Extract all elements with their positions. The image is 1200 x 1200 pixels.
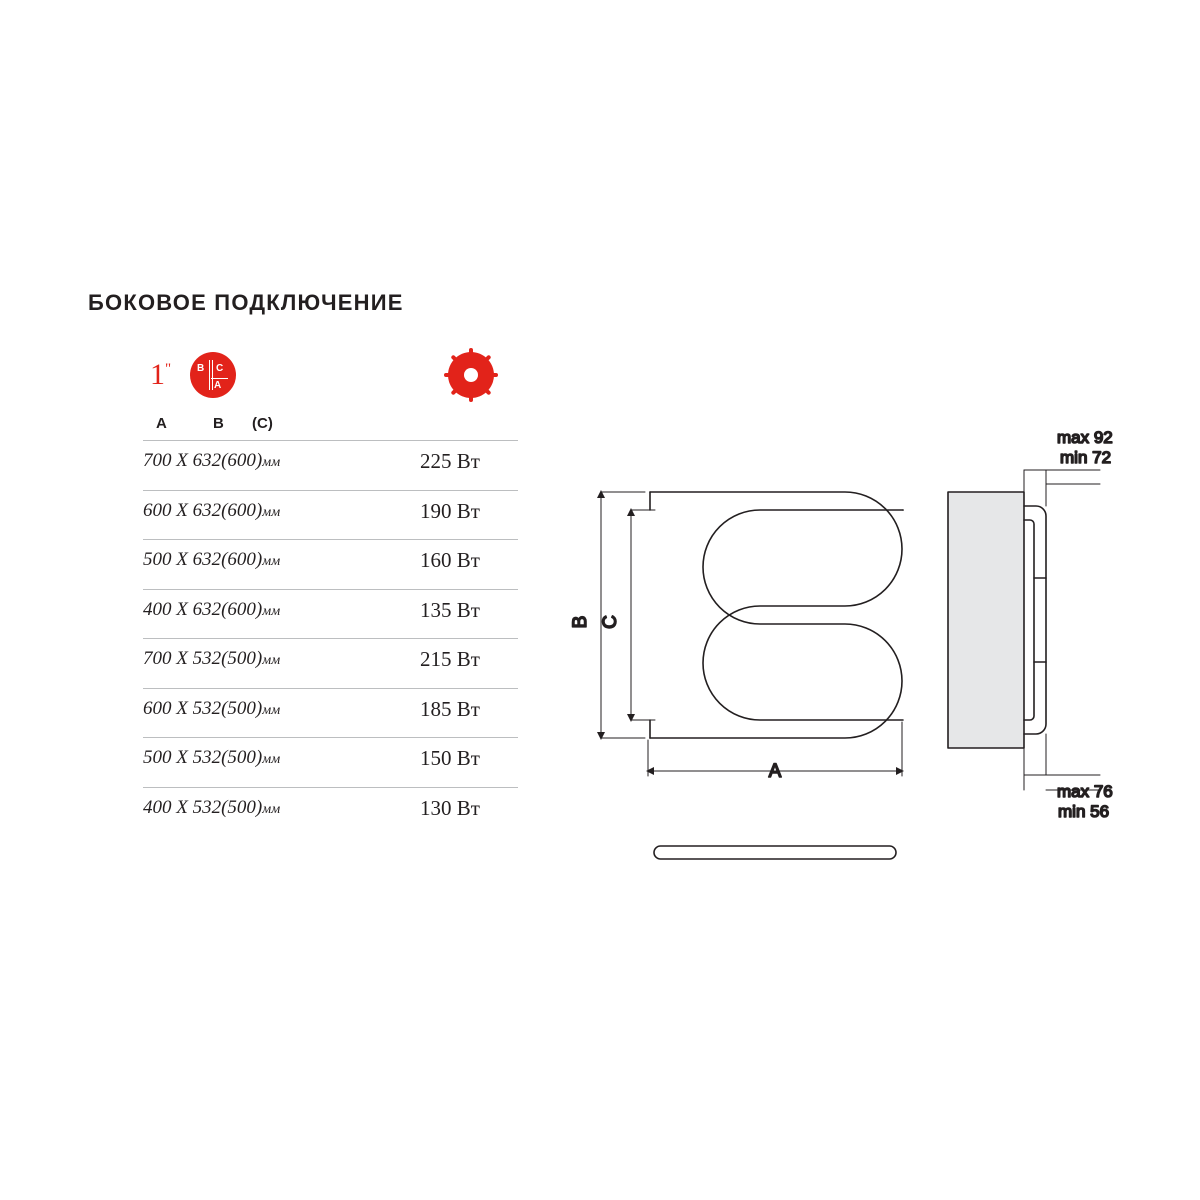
row-size-unit: мм [262, 801, 281, 817]
row-power: 160 Вт [420, 548, 480, 572]
row-size-unit: мм [262, 603, 281, 619]
row-power: 190 Вт [420, 498, 480, 523]
row-size-unit: мм [262, 653, 281, 668]
dimension-label-b: B [570, 615, 591, 629]
row-power: 135 Вт [420, 597, 480, 622]
row-power: 150 Вт [420, 746, 480, 770]
row-size-unit: мм [262, 504, 281, 520]
side-label-min-top: min 72 [1060, 448, 1112, 467]
dimension-c [627, 508, 655, 722]
row-size-value: 400 X 632(600) [143, 598, 263, 620]
dimension-label-a: A [768, 761, 782, 782]
row-size-unit: мм [262, 702, 281, 718]
column-header-b: B [213, 415, 224, 432]
column-header-c: (C) [252, 415, 273, 432]
row-power: 185 Вт [420, 696, 480, 721]
row-size-value: 600 X 632(600) [143, 499, 263, 521]
row-size-value: 500 X 532(500) [143, 747, 263, 768]
row-size-unit: мм [262, 752, 281, 767]
side-view [948, 492, 1046, 748]
row-size-unit: мм [262, 554, 281, 569]
row-power: 215 Вт [420, 647, 480, 671]
row-power: 225 Вт [420, 449, 480, 473]
dimension-b [597, 490, 645, 740]
row-size-value: 600 X 532(500) [143, 697, 263, 719]
dimensions-icon-label-c: C [216, 363, 224, 374]
row-size-unit: мм [262, 455, 281, 470]
side-label-max-top: max 92 [1057, 428, 1113, 447]
row-size-value: 400 X 532(500) [143, 796, 263, 818]
dimension-label-c: C [600, 615, 621, 629]
row-size-value: 500 X 632(600) [143, 549, 263, 570]
side-label-min-bottom: min 56 [1058, 802, 1110, 821]
side-label-max-bottom: max 76 [1057, 782, 1113, 801]
column-header-a: A [156, 415, 167, 432]
mounting-bar [654, 846, 896, 859]
dimensions-icon-label-b: B [197, 363, 205, 374]
dimensions-icon-label-a: A [214, 380, 222, 391]
row-size-value: 700 X 532(500) [143, 648, 263, 669]
row-size-value: 700 X 632(600) [143, 450, 263, 471]
front-view-rail [650, 492, 903, 738]
side-dimension-top [1024, 470, 1100, 506]
row-power: 130 Вт [420, 795, 480, 820]
thread-size-label: 1" [150, 358, 172, 391]
page-title: БОКОВОЕ ПОДКЛЮЧЕНИЕ [88, 290, 404, 315]
